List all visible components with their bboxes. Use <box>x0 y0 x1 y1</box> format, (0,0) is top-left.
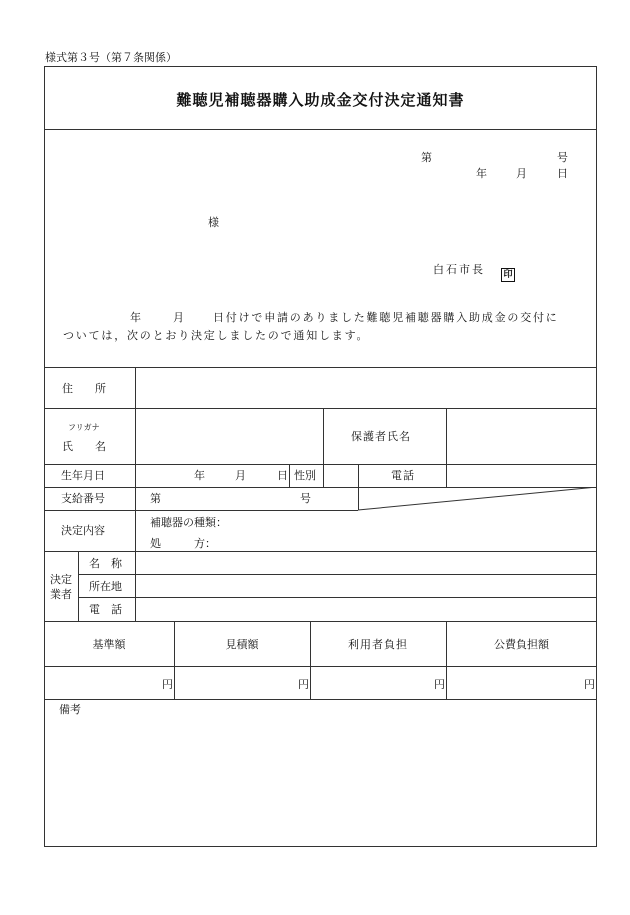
vendor-label-2: 業者 <box>50 588 72 601</box>
amount-header-user-share: 利用者負担 <box>348 638 408 651</box>
decision-label: 決定内容 <box>61 524 105 537</box>
divider <box>44 129 597 130</box>
vendor-name-label: 名 称 <box>89 557 122 570</box>
remarks-label: 備考 <box>59 703 81 716</box>
payment-suffix: 号 <box>300 492 311 505</box>
divider <box>78 597 597 598</box>
issuer: 白石市長 <box>433 263 485 276</box>
divider <box>323 408 324 464</box>
form-frame <box>44 66 597 847</box>
birth-year: 年 <box>194 469 205 482</box>
date-year: 年 <box>476 167 487 180</box>
divider <box>135 367 136 621</box>
prescription-label: 処 方： <box>150 537 216 550</box>
furigana-label: フリガナ <box>68 423 100 432</box>
amount-header-standard: 基準額 <box>92 638 126 651</box>
body-year: 年 <box>130 311 141 324</box>
guardian-label: 保護者氏名 <box>351 430 411 443</box>
divider <box>446 621 447 699</box>
payment-label: 支給番号 <box>61 492 105 505</box>
divider <box>44 408 597 409</box>
divider <box>323 464 324 487</box>
divider <box>44 666 597 667</box>
official-seal <box>501 262 515 282</box>
birth-month: 月 <box>235 469 246 482</box>
divider <box>44 621 597 622</box>
address-label: 住 所 <box>62 382 106 395</box>
doc-number-prefix: 第 <box>421 151 432 164</box>
name-label: 氏 名 <box>62 440 106 453</box>
divider <box>44 699 597 700</box>
body-line-1: 日付けで申請のありました難聴児補聴器購入助成金の交付に <box>213 311 559 324</box>
amount-unit: 円 <box>298 678 309 691</box>
birth-label: 生年月日 <box>61 469 105 482</box>
divider <box>78 574 597 575</box>
page-title: 難聴児補聴器購入助成金交付決定通知書 <box>176 91 465 109</box>
amount-header-public-share: 公費負担額 <box>494 638 549 651</box>
doc-number-suffix: 号 <box>557 151 568 164</box>
phone-label: 電話 <box>391 469 415 482</box>
aid-type-label: 補聴器の種類： <box>150 516 227 529</box>
divider <box>44 551 597 552</box>
seal-mark: 印 <box>501 268 515 282</box>
payment-prefix: 第 <box>150 492 161 505</box>
divider <box>289 464 290 487</box>
date-month: 月 <box>516 167 527 180</box>
divider <box>44 510 358 511</box>
vendor-phone-label: 電 話 <box>89 603 122 616</box>
divider <box>44 367 597 368</box>
divider <box>310 621 311 699</box>
form-reference: 様式第３号（第７条関係） <box>45 51 177 64</box>
divider <box>174 621 175 699</box>
body-line-2: ついては，次のとおり決定しましたので通知します。 <box>63 329 370 342</box>
amount-unit: 円 <box>584 678 595 691</box>
amount-unit: 円 <box>434 678 445 691</box>
vendor-label-1: 決定 <box>50 573 72 586</box>
birth-day: 日 <box>277 469 288 482</box>
addressee-suffix: 様 <box>208 216 219 229</box>
body-month: 月 <box>173 311 184 324</box>
diagonal-strike <box>358 487 597 511</box>
divider <box>44 464 597 465</box>
divider <box>446 408 447 487</box>
vendor-address-label: 所在地 <box>89 580 122 593</box>
date-day: 日 <box>557 167 568 180</box>
divider <box>78 551 79 621</box>
gender-label: 性別 <box>294 469 316 482</box>
amount-header-estimate: 見積額 <box>225 638 259 651</box>
amount-unit: 円 <box>162 678 173 691</box>
